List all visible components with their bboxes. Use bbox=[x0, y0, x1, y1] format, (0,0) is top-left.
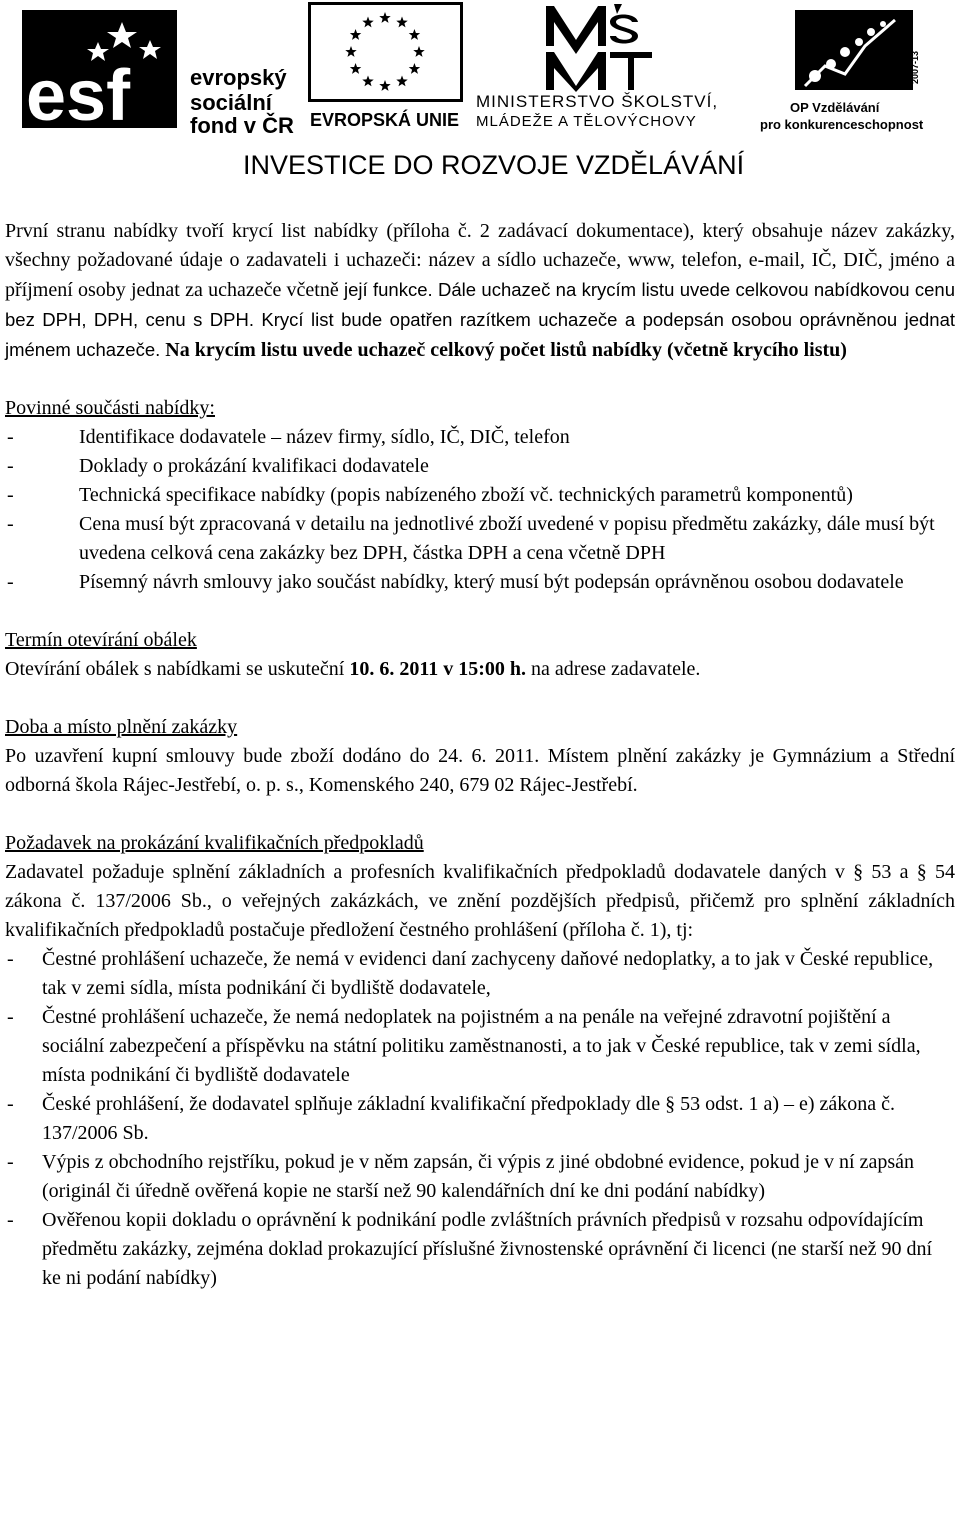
list-item: - Technická specifikace nabídky (popis nabízeného zboží vč. technických parametrů komponentů) bbox=[5, 481, 955, 510]
oteviral-datetime: 10. 6. 2011 v 15:00 h. bbox=[349, 658, 527, 680]
msmt-line-1: MINISTERSTVO ŠKOLSTVÍ, bbox=[476, 92, 719, 111]
intro-paragraph bbox=[5, 217, 955, 365]
list-item: - Písemný návrh smlouvy jako součást nabídky, který musí být podepsán oprávněnou osobou dodavatele bbox=[5, 568, 955, 597]
list-item: - Identifikace dodavatele – název firmy, sídlo, IČ, DIČ, telefon bbox=[5, 423, 955, 452]
svg-text:esf: esf bbox=[26, 56, 131, 130]
eu-label: EVROPSKÁ UNIE bbox=[310, 110, 460, 130]
esf-line-3: fond v ČR bbox=[190, 113, 294, 138]
document-body bbox=[5, 217, 955, 1293]
tagline: INVESTICE DO ROZVOJE VZDĚLÁVÁNÍ bbox=[243, 150, 745, 180]
esf-line-2: sociální bbox=[190, 90, 272, 115]
kvalifikace-text: Zadavatel požaduje splnění základních a profesních kvalifikačních předpokladů dodavatele daných v § 53 a § 54 zákona č. 137/2006 Sb., o veřejných zakázkách, ve znění pozdějších předpisů, přičemž pro splnění základních kvalifikačních předpokladů postačuje předložení čestného prohlášení (příloha č. 1), tj: bbox=[5, 861, 955, 941]
intro-bold: Na krycím listu uvede uchazeč celkový počet listů nabídky (včetně krycího listu) bbox=[165, 339, 847, 361]
povinne-heading: Povinné součásti nabídky: bbox=[5, 397, 215, 419]
oteviral-text bbox=[5, 655, 955, 684]
plneni-text: Po uzavření kupní smlouvy bude zboží dodáno do 24. 6. 2011. Místem plnění zakázky je Gymnázium a Střední odborná škola Rájec-Jestřebí, o. p. s., Komenského 240, 679 02 Rájec-Jestřebí. bbox=[5, 745, 955, 796]
list-item: - Výpis z obchodního rejstříku, pokud je v něm zapsán, či výpis z jiné obdobné evidence, pokud je v ní zapsán (originál či úředně ověřená kopie ne starší než 90 kalendářních dní ke dni podání nabídky) bbox=[5, 1148, 955, 1206]
intro-serif: První stranu nabídky tvoří krycí list nabídky (příloha č. 2 zadávací dokumentace), který obsahuje název zakázky, všechny požadované údaje o zadavateli i uchazeči: název a sídlo uchazeče, www, telefon, e-mail, IČ, DIČ, jméno a příjmení osoby jednat za uchazeče včetně bbox=[5, 220, 955, 301]
list-item: - Cena musí být zpracovaná v detailu na jednotlivé zboží uvedené v popisu předmětu zakázky, dále musí být uvedena celková cena zakázky bez DPH, částka DPH a cena včetně DPH bbox=[5, 510, 955, 568]
list-item: - Čestné prohlášení uchazeče, že nemá nedoplatek na pojistném a na penále na veřejné zdravotní pojištění a sociální zabezpečení a příspěvku na státní politiku zaměstnanosti, a to jak v České republice, tak v zemi sídla, místa podnikání či bydliště dodavatele bbox=[5, 1003, 955, 1090]
oteviral-before: Otevírání obálek s nabídkami se uskuteční bbox=[5, 658, 350, 680]
op-line-2: pro konkurenceschopnost bbox=[760, 117, 924, 132]
povinne-list bbox=[5, 423, 955, 597]
eu-logo bbox=[308, 2, 468, 132]
kvalifikace-list bbox=[5, 945, 955, 1293]
msmt-mark-icon bbox=[476, 0, 676, 92]
list-item: - Doklady o prokázání kvalifikaci dodavatele bbox=[5, 452, 955, 481]
oteviral-after: na adrese zadavatele. bbox=[526, 658, 701, 680]
list-item: - České prohlášení, že dodavatel splňuje základní kvalifikační předpoklady dle § 53 odst. 1 a) – e) zákona č. 137/2006 Sb. bbox=[5, 1090, 955, 1148]
plneni-heading: Doba a místo plnění zakázky bbox=[5, 716, 238, 738]
msmt-line-2: MLÁDEŽE A TĚLOVÝCHOVY bbox=[476, 113, 697, 130]
esf-line-1: evropský bbox=[190, 65, 287, 90]
msmt-logo bbox=[476, 0, 746, 135]
op-mark-icon bbox=[795, 10, 925, 92]
list-item: - Ověřenou kopii dokladu o oprávnění k podnikání podle zvláštních právních předpisů v rozsahu odpovídajícím předmětu zakázky, zejména doklad prokazující příslušné živnostenské oprávnění či licenci (ne starší než 90 dní ke ni podání nabídky) bbox=[5, 1206, 955, 1293]
esf-mark-icon bbox=[22, 10, 182, 130]
eu-flag-icon bbox=[308, 2, 463, 102]
oteviral-heading: Termín otevírání obálek bbox=[5, 629, 197, 651]
header-logos bbox=[0, 0, 960, 190]
op-years: 2007-13 bbox=[910, 50, 920, 84]
op-line-1: OP Vzdělávání bbox=[790, 100, 880, 115]
op-logo bbox=[760, 10, 940, 135]
intro-sans: její funkce. Dále uchazeč na krycím listu uvede celkovou nabídkovou cenu bez DPH, DPH, cenu s DPH. Krycí list bude opatřen razítkem uchazeče a podepsán osobou oprávněnou jednat jménem uchazeče. bbox=[5, 279, 956, 360]
kvalifikace-heading: Požadavek na prokázání kvalifikačních předpokladů bbox=[5, 832, 424, 854]
list-item: - Čestné prohlášení uchazeče, že nemá v evidenci daní zachyceny daňové nedoplatky, a to jak v České republice, tak v zemi sídla, místa podnikání či bydliště dodavatele, bbox=[5, 945, 955, 1003]
esf-logo bbox=[22, 10, 302, 138]
